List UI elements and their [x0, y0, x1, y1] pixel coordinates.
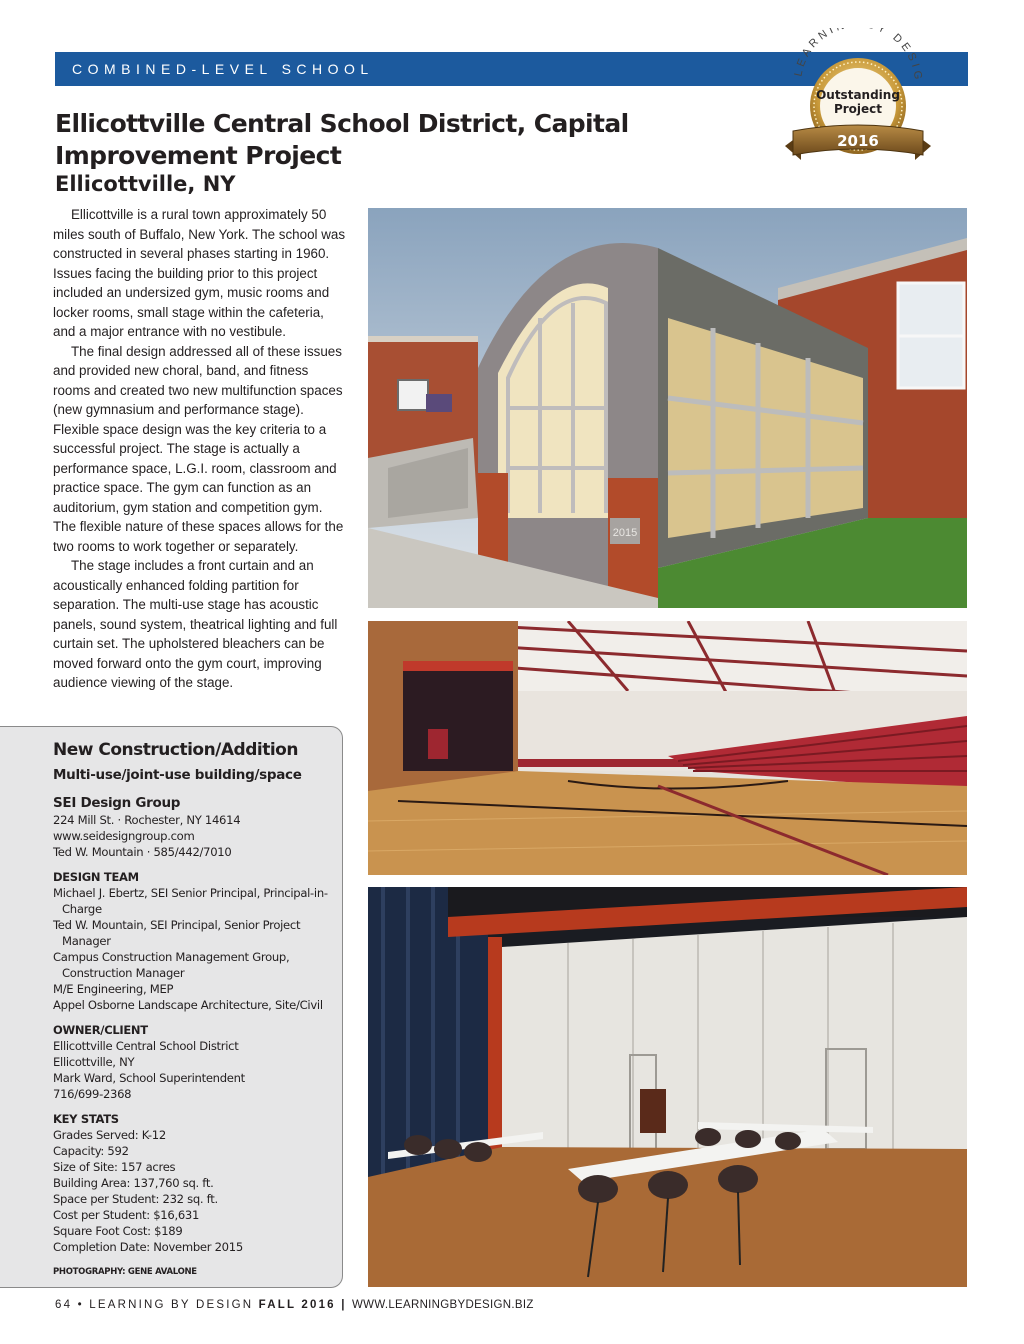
key-stat: Cost per Student: $16,631 — [53, 1208, 200, 1222]
svg-text:Project: Project — [833, 102, 883, 116]
design-team-member: M/E Engineering, MEP — [53, 982, 174, 996]
footer-bullet: • — [77, 1299, 90, 1311]
outstanding-project-badge — [783, 28, 933, 178]
design-team-member: Michael J. Ebertz, SEI Senior Principal, Principal-in-Charge — [53, 886, 328, 916]
owner-line: 716/699-2368 — [53, 1087, 132, 1101]
svg-text:Outstanding: Outstanding — [816, 88, 900, 102]
key-stat: Capacity: 592 — [53, 1144, 129, 1158]
owner-line: Ellicottville Central School District — [53, 1039, 239, 1053]
key-stat: Grades Served: K-12 — [53, 1128, 166, 1142]
magazine-name: LEARNING BY DESIGN — [89, 1299, 254, 1311]
article-location: Ellicottville, NY — [55, 172, 236, 196]
svg-text:2015: 2015 — [612, 527, 638, 539]
owner-line: Mark Ward, School Superintendent — [53, 1071, 245, 1085]
body-paragraph: The stage includes a front curtain and an acoustically enhanced folding partition for separation. The multi-use stage has acoustic panels, sound system, theatrical lighting and full curtain set. The upholstered bleachers can be moved forward onto the gym court, improving audience viewing of the stage. — [53, 558, 338, 690]
page-number: 64 — [55, 1299, 73, 1311]
svg-text:2016: 2016 — [837, 132, 879, 150]
article-title: Ellicottville Central School District, Capital Improvement Project — [55, 109, 629, 170]
svg-text:LEARNING BY DESIGN: LEARNI Y DESIG — [792, 28, 925, 84]
key-stat: Building Area: 137,760 sq. ft. — [53, 1176, 214, 1190]
key-stat: Size of Site: 157 acres — [53, 1160, 176, 1174]
design-team-member: Appel Osborne Landscape Architecture, Site/Civil — [53, 998, 323, 1012]
article-body — [53, 205, 348, 693]
photo-credit: PHOTOGRAPHY: GENE AVALONE — [53, 1267, 197, 1277]
footer-separator: | — [341, 1299, 347, 1311]
project-category: New Construction/Addition — [53, 740, 298, 760]
design-team-member: Campus Construction Management Group, Construction Manager — [53, 950, 290, 980]
key-stat: Square Foot Cost: $189 — [53, 1224, 183, 1238]
key-stat: Space per Student: 232 sq. ft. — [53, 1192, 218, 1206]
issue-label: FALL 2016 — [258, 1299, 336, 1311]
category-label: COMBINED-LEVEL SCHOOL — [72, 61, 374, 77]
multipurpose-stage-photo — [368, 887, 967, 1287]
project-subcategory: Multi-use/joint-use building/space — [53, 767, 302, 783]
owner-line: Ellicottville, NY — [53, 1055, 135, 1069]
firm-website: www.seidesigngroup.com — [53, 829, 195, 843]
website-link[interactable]: WWW.LEARNINGBYDESIGN.BIZ — [352, 1299, 534, 1311]
body-paragraph: Ellicottville is a rural town approximately 50 miles south of Buffalo, New York. The school was constructed in several phases starting in 1960. Issues facing the building prior to this project included an undersized gym, music rooms and locker rooms, small stage within the cafeteria, and a major entrance with no vestibule. — [53, 207, 346, 339]
firm-name: SEI Design Group — [53, 795, 181, 811]
page-footer — [55, 1299, 534, 1311]
design-team-heading: DESIGN TEAM — [53, 870, 139, 884]
owner-heading: OWNER/CLIENT — [53, 1023, 148, 1037]
key-stats-heading: KEY STATS — [53, 1112, 119, 1126]
design-team-member: Ted W. Mountain, SEI Principal, Senior Project Manager — [53, 918, 301, 948]
gymnasium-photo — [368, 621, 967, 875]
exterior-entrance-photo — [368, 208, 967, 608]
firm-address: 224 Mill St. · Rochester, NY 14614 — [53, 813, 241, 827]
key-stat: Completion Date: November 2015 — [53, 1240, 243, 1254]
project-info-box — [0, 726, 343, 1288]
body-paragraph: The final design addressed all of these issues and provided new choral, band, and fitness rooms and created two new multifunction spaces (new gymnasium and performance stage). Flexible space design was the key criteria to a successful project. The stage is actually a performance space, L.G.I. room, classroom and practice space. The gym can function as an auditorium, gym station and competition gym. The flexible nature of these spaces allows for the two rooms to work together or separately. — [53, 343, 344, 554]
firm-contact: Ted W. Mountain · 585/442/7010 — [53, 845, 232, 859]
